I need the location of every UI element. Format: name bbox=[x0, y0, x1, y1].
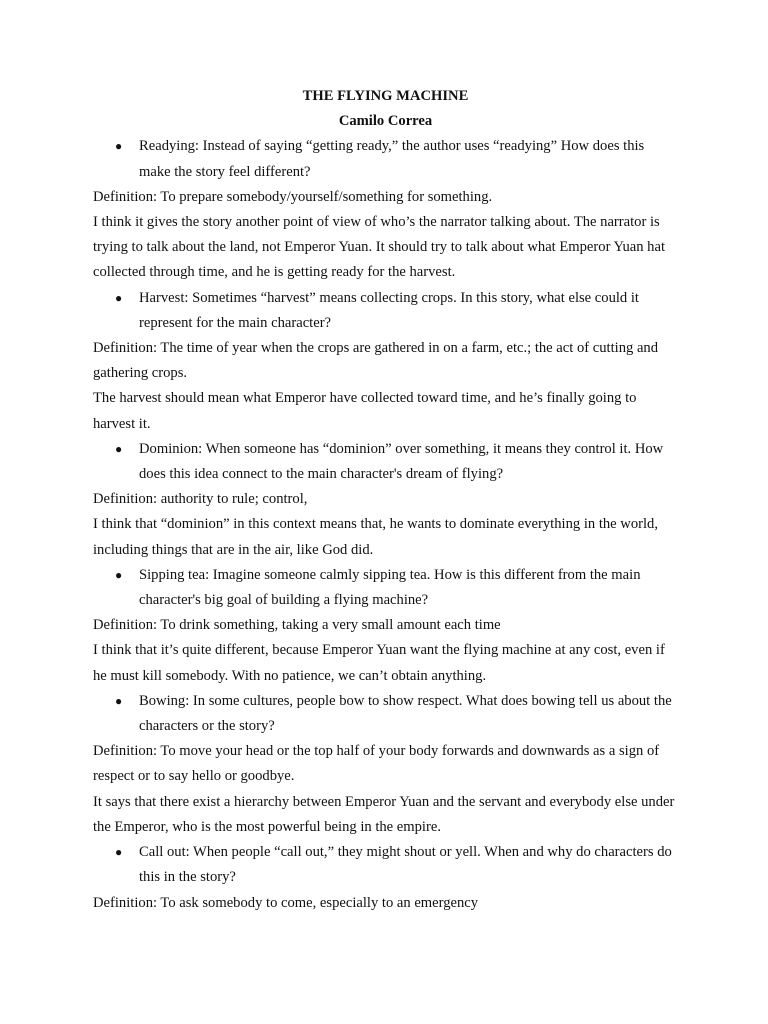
document-title: THE FLYING MACHINE bbox=[302, 88, 469, 104]
section-sipping-tea bbox=[93, 563, 678, 689]
question-bullet bbox=[93, 689, 678, 739]
definition-text: Definition: authority to rule; control, bbox=[93, 491, 308, 508]
section-harvest bbox=[93, 286, 678, 437]
question-bullet bbox=[93, 840, 678, 890]
author-name: Camilo Correa bbox=[338, 113, 433, 130]
question-bullet bbox=[93, 286, 678, 336]
bullet-icon: ● bbox=[115, 693, 123, 708]
answer-text: I think that it’s quite different, because Emperor Yuan want the flying machine at any cost, even if he must kill somebody. With no patience, we can’t obtain anything. bbox=[93, 642, 665, 684]
definition-text: Definition: To ask somebody to come, especially to an emergency bbox=[93, 894, 479, 911]
question-text: Dominion: When someone has “dominion” over something, it means they control it. How does this idea connect to the main character's dream of flying? bbox=[139, 440, 664, 483]
section-call-out bbox=[93, 840, 678, 916]
question-text: Readying: Instead of saying “getting ready,” the author uses “readying” How does this make the story feel different? bbox=[139, 138, 645, 180]
bullet-icon: ● bbox=[115, 290, 123, 305]
section-bowing bbox=[93, 689, 678, 840]
definition-text: Definition: The time of year when the crops are gathered in on a farm, etc.; the act of cutting and gathering crops. bbox=[93, 340, 659, 382]
question-text: Harvest: Sometimes “harvest” means collecting crops. In this story, what else could it represent for the main character? bbox=[139, 289, 639, 331]
definition-text: Definition: To move your head or the top half of your body forwards and downwards as a sign of respect or to say hello or goodbye. bbox=[93, 743, 660, 785]
question-bullet bbox=[93, 134, 678, 184]
bullet-icon: ● bbox=[115, 441, 123, 456]
question-text: Bowing: In some cultures, people bow to show respect. What does bowing tell us about the characters or the story? bbox=[139, 692, 672, 735]
bullet-icon: ● bbox=[115, 567, 123, 582]
bullet-icon: ● bbox=[115, 139, 123, 154]
bullet-icon: ● bbox=[115, 845, 123, 860]
document-body bbox=[93, 84, 678, 916]
section-dominion bbox=[93, 437, 678, 563]
question-bullet bbox=[93, 437, 678, 487]
answer-text: I think it gives the story another point of view of who’s the narrator talking about. The narrator is trying to talk about the land, not Emperor Yuan. It should try to talk about what Emperor Yuan hat collected through time, and he is getting ready for the harvest. bbox=[93, 214, 666, 281]
question-text: Call out: When people “call out,” they might shout or yell. When and why do characters do this in the story? bbox=[139, 844, 672, 886]
answer-text: The harvest should mean what Emperor have collected toward time, and he’s finally going to harvest it. bbox=[93, 390, 637, 432]
question-bullet bbox=[93, 563, 678, 613]
section-readying bbox=[93, 134, 678, 285]
answer-text: I think that “dominion” in this context means that, he wants to dominate everything in the world, including things that are in the air, like God did. bbox=[93, 516, 658, 558]
definition-text: Definition: To drink something, taking a very small amount each time bbox=[93, 617, 501, 634]
definition-text: Definition: To prepare somebody/yourself/something for something. bbox=[93, 188, 493, 205]
answer-text: It says that there exist a hierarchy between Emperor Yuan and the servant and everybody else under the Emperor, who is the most powerful being in the empire. bbox=[93, 793, 675, 835]
question-text: Sipping tea: Imagine someone calmly sipping tea. How is this different from the main character's big goal of building a flying machine? bbox=[139, 566, 641, 609]
